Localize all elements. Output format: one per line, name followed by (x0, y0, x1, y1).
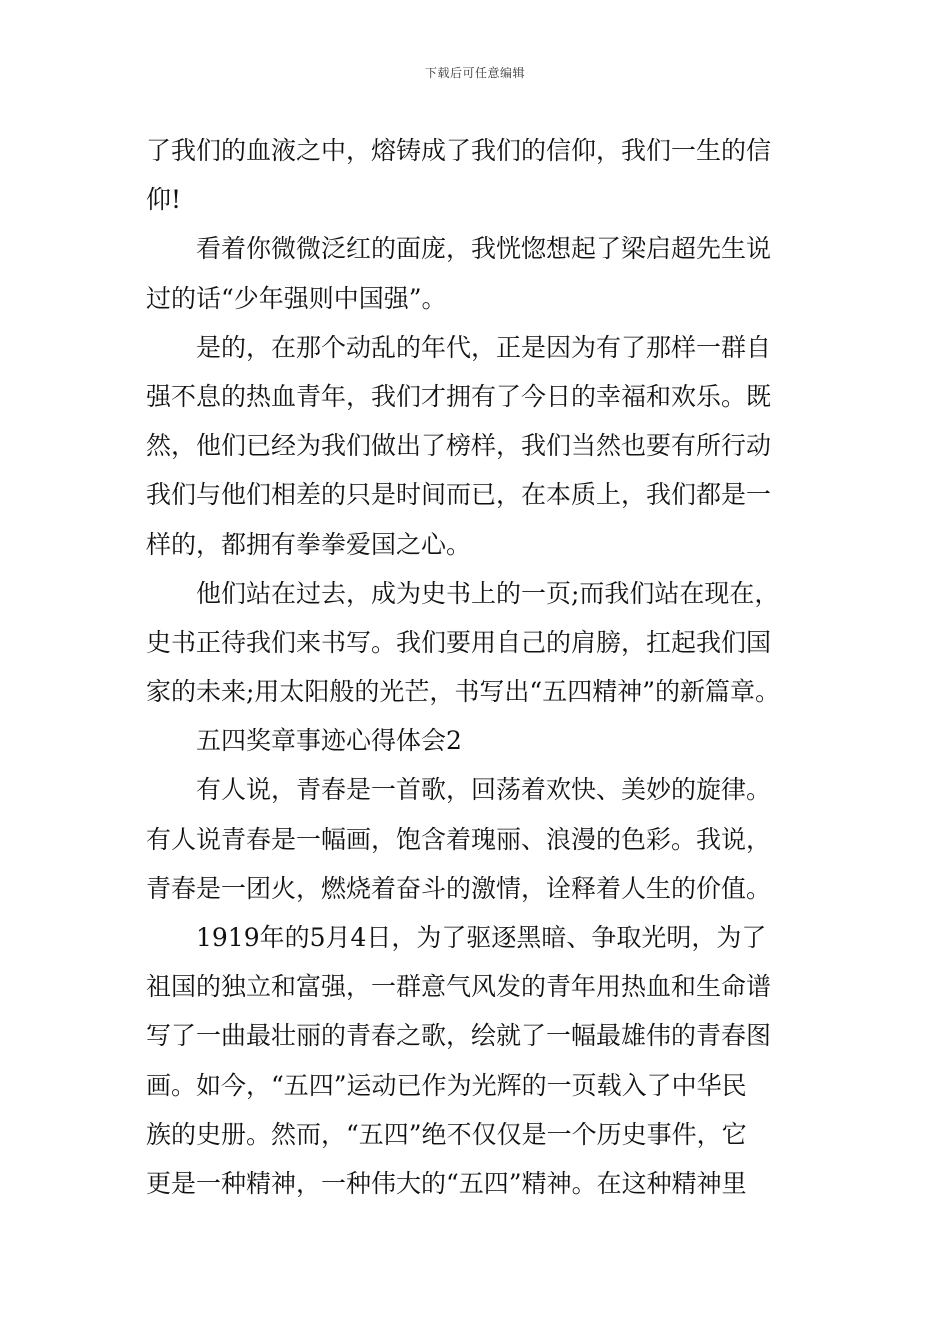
text-line: 青春是一团火，燃烧着奋斗的激情，诠释着人生的价值。 (146, 873, 772, 903)
text-line: 有人说青春是一幅画，饱含着瑰丽、浪漫的色彩。我说， (146, 824, 772, 854)
text-line: 了我们的血液之中，熔铸成了我们的信仰，我们一生的信 (146, 136, 772, 165)
text-line: 更是一种精神，一种伟大的“五四”精神。在这种精神里 (146, 1168, 747, 1198)
document-body (146, 126, 816, 1208)
text-line: 是的，在那个动乱的年代，正是因为有了那样一群自 (196, 332, 772, 362)
page-header: 下载后可任意编辑 (424, 66, 525, 80)
text-line: 他们站在过去，成为史书上的一页;而我们站在现在， (196, 578, 780, 608)
text-line: 仰! (146, 185, 182, 215)
text-line: 祖国的独立和富强，一群意气风发的青年用热血和生命谱 (146, 972, 772, 1002)
text-line: 过的话“少年强则中国强”。 (146, 283, 447, 313)
text-line: 族的史册。然而，“五四”绝不仅仅是一个历史事件，它 (146, 1119, 747, 1149)
text-line: 史书正待我们来书写。我们要用自己的肩膀，扛起我们国 (146, 627, 772, 657)
text-line: 画。如今，“五四”运动已作为光辉的一页载入了中华民 (146, 1070, 747, 1100)
text-line: 写了一曲最壮丽的青春之歌，绘就了一幅最雄伟的青春图 (146, 1021, 772, 1051)
section-heading: 五四奖章事迹心得体会2 (196, 726, 462, 756)
text-line: 强不息的热血青年，我们才拥有了今日的幸福和欢乐。既 (146, 381, 772, 411)
text-line: 我们与他们相差的只是时间而已，在本质上，我们都是一 (146, 480, 772, 510)
text-line: 看着你微微泛红的面庞，我恍惚想起了梁启超先生说 (196, 234, 772, 264)
text-line: 然，他们已经为我们做出了榜样，我们当然也要有所行动 (146, 431, 772, 461)
text-line: 1919年的5月4日，为了驱逐黑暗、争取光明，为了 (196, 923, 767, 952)
text-line: 有人说，青春是一首歌，回荡着欢快、美妙的旋律。 (196, 775, 772, 805)
text-line: 家的未来;用太阳般的光芒，书写出“五四精神”的新篇章。 (146, 677, 780, 707)
text-line: 样的，都拥有拳拳爱国之心。 (146, 529, 472, 559)
